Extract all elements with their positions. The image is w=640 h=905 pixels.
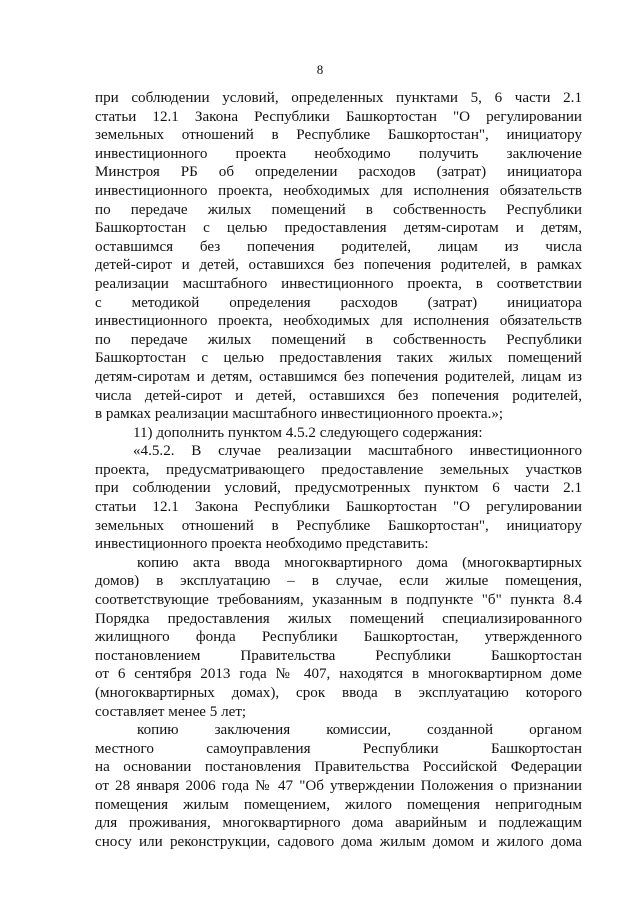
page-number: 8 bbox=[316, 62, 324, 77]
document-body bbox=[95, 89, 582, 851]
text-line: постановлением Правительства Республики Башкортостан bbox=[95, 647, 582, 664]
text-line: сносу или реконструкции, садового дома жилым домом и жилого дома bbox=[95, 833, 582, 850]
text-line: соответствующие требованиям, указанным в подпункте "б" пункта 8.4 bbox=[95, 592, 582, 609]
text-line: проекта, предусматривающего предоставление земельных участков bbox=[95, 461, 582, 478]
text-line: «4.5.2. В случае реализации масштабного инвестиционного bbox=[133, 443, 582, 460]
text-line: Порядка предоставления жилых помещений специализированного bbox=[95, 610, 582, 627]
text-line: Башкортостан с целью предоставления таких жилых помещений bbox=[95, 350, 582, 367]
text-line: инвестиционного проекта необходимо представить: bbox=[95, 536, 429, 553]
text-line: с методикой определения расходов (затрат) инициатора bbox=[95, 294, 582, 311]
text-line: инвестиционного проекта, необходимых для исполнения обязательств bbox=[95, 182, 582, 199]
text-line: в рамках реализации масштабного инвестиционного проекта.»; bbox=[95, 406, 504, 423]
text-line: помещения жилым помещением, жилого помещения непригодным bbox=[95, 796, 582, 813]
text-line: инвестиционного проекта необходимо получить заключение bbox=[95, 145, 582, 162]
text-line: домов) в эксплуатацию – в случае, если жилые помещения, bbox=[95, 573, 582, 590]
text-line: реализации масштабного инвестиционного проекта, в соответствии bbox=[95, 275, 582, 292]
text-line: (многоквартирных домах), срок ввода в эксплуатацию которого bbox=[95, 685, 582, 701]
text-line: статьи 12.1 Закона Республики Башкортостан "О регулировании bbox=[95, 499, 582, 516]
text-line: по передаче жилых помещений в собственность Республики bbox=[95, 201, 582, 218]
text-line: числа детей-сирот и детей, оставшихся без попечения родителей, bbox=[95, 387, 582, 404]
text-line: Башкортостан с целью предоставления детям-сиротам и детям, bbox=[95, 220, 582, 237]
text-line: составляет менее 5 лет; bbox=[95, 703, 247, 720]
text-line: оставшимся без попечения родителей, лицам из числа bbox=[95, 238, 582, 255]
text-line: копию заключения комиссии, созданной органом bbox=[137, 722, 582, 739]
text-line: копию акта ввода многоквартирного дома (многоквартирных bbox=[137, 554, 582, 571]
text-line: для проживания, многоквартирного дома аварийным и подлежащим bbox=[95, 815, 582, 832]
text-line: при соблюдении условий, предусмотренных пунктом 6 части 2.1 bbox=[95, 480, 582, 497]
text-line: детей-сирот и детей, оставшихся без попечения родителей, в рамках bbox=[95, 257, 582, 274]
text-line: 11) дополнить пунктом 4.5.2 следующего содержания: bbox=[133, 424, 483, 441]
text-line: по передаче жилых помещений в собственность Республики bbox=[95, 331, 582, 348]
text-line: от 6 сентября 2013 года № 407, находятся в многоквартирном доме bbox=[95, 666, 582, 683]
text-line: Минстроя РБ об определении расходов (затрат) инициатора bbox=[95, 164, 582, 181]
text-line: статьи 12.1 Закона Республики Башкортостан "О регулировании bbox=[95, 108, 582, 125]
text-line: местного самоуправления Республики Башкортостан bbox=[95, 740, 582, 757]
text-line: земельных отношений в Республике Башкортостан", инициатору bbox=[95, 127, 582, 144]
text-line: на основании постановления Правительства Российской Федерации bbox=[95, 759, 582, 776]
text-line: детям-сиротам и детям, оставшимся без попечения родителей, лицам из bbox=[95, 368, 582, 385]
text-line: при соблюдении условий, определенных пунктами 5, 6 части 2.1 bbox=[95, 90, 582, 106]
text-line: инвестиционного проекта, необходимых для исполнения обязательств bbox=[95, 313, 582, 330]
text-line: от 28 января 2006 года № 47 "Об утверждении Положения о признании bbox=[95, 777, 582, 794]
text-line: жилищного фонда Республики Башкортостан, утвержденного bbox=[95, 629, 582, 646]
text-line: земельных отношений в Республике Башкортостан", инициатору bbox=[95, 517, 582, 534]
